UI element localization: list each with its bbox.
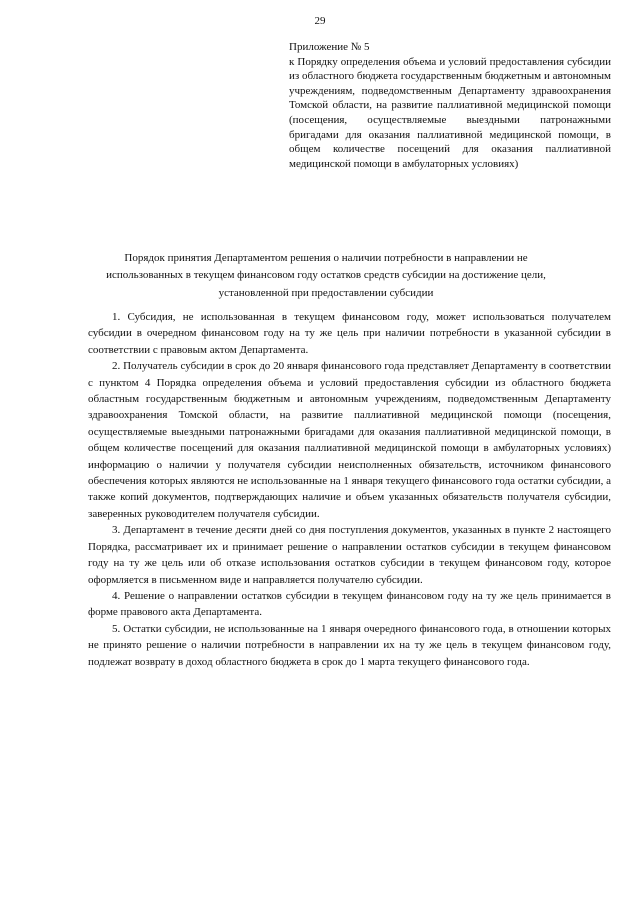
paragraph-1: 1. Субсидия, не использованная в текущем финансовом году, может использоваться получателем субсидии в очередном финансовом году на ту же цель при наличии потребности в указанной субсидии в соответствии с правовым актом Департамента. (88, 311, 611, 356)
paragraph-2: 2. Получатель субсидии в срок до 20 января финансового года представляет Департаменту в соответствии с пунктом 4 Порядка определения объема и условий предоставления субсидии из областного бюджета областным государственным бюджетным и автономным учреждениям, подведомственным Департаменту здравоохранения Томской области, на развитие паллиативной медицинской помощи (посещения, осуществляемые выездными патронажными бригадами для оказания паллиативной медицинской помощи, в общем количестве посещений для оказания паллиативной медицинской помощи в амбулаторных условиях) информацию о наличии у получателя субсидии неисполненных обязательств, источником финансового обеспечения которых являются не использованные на 1 января текущего финансового года остатки субсидии, а также копий документов, подтверждающих наличие и объем указанных обязательств получателя субсидии, заверенных руководителем получателя субсидии. (88, 360, 612, 520)
appendix-text: к Порядку определения объема и условий предоставления субсидии из областного бюджета государственным бюджетным и автономным учреждениям, подведомственным Департаменту здравоохранения Томской области, на развитие паллиативной медицинской помощи (посещения, осуществляемые выездными патронажными бригадами для оказания паллиативной медицинской помощи, в общем количестве посещений для оказания паллиативной медицинской помощи в амбулаторных условиях) (289, 55, 611, 170)
paragraph-3: 3. Департамент в течение десяти дней со дня поступления документов, указанных в пункте 2 настоящего Порядка, рассматривает их и принимает решение о направлении остатков субсидии в текущем финансовом году на ту же цель или об отказе использования остатков субсидии в текущем финансовом году, которое оформляется в письменном виде и направляется получателю субсидии. (88, 524, 611, 586)
document-title: Порядок принятия Департаментом решения о наличии потребности в направлении не использованных в текущем финансовом году остатков средств субсидии на достижение цели, установленной при предоставлении субсидии (106, 252, 546, 299)
appendix-title: Приложение № 5 (289, 41, 370, 53)
paragraph-4: 4. Решение о направлении остатков субсидии в текущем финансовом году на ту же цель принимается в форме правового акта Департамента. (88, 589, 611, 619)
paragraph-5: 5. Остатки субсидии, не использованные на 1 января очередного финансового года, в отношении которых не принято решение о наличии потребности в направлении их на ту же цель в текущем финансовом году, подлежат возврату в доход областного бюджета в срок до 1 марта текущего финансового года. (88, 622, 611, 668)
document-body (88, 309, 611, 670)
appendix-block (289, 40, 611, 171)
page-number: 29 (314, 15, 326, 27)
